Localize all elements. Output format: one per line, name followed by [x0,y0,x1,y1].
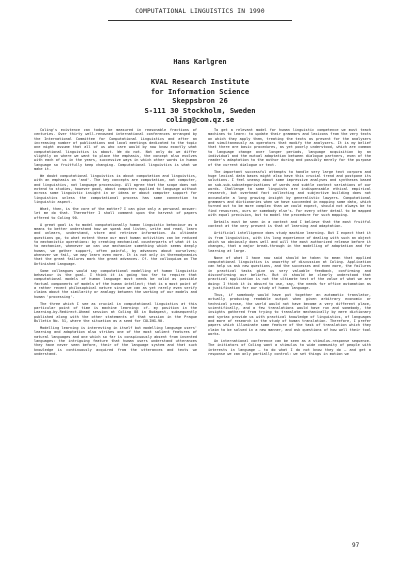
paragraph: Some colleagues would say computational modelling of human linguistic behaviour is the goal. I think it is going too far to require that computational models of human language must needs be valid as possible factual components of models of the human intellect; that is a most point of a rather recent philosophical nature since we can as yet rarely even verify claims about the similarity or analogy between the working of our models and human 'processing'. [34,268,197,299]
running-head: COMPUTATIONAL LINGUISTICS IN 1990 [135,8,265,15]
paragraph: Details must be seen in a context and I believe that the most fruitful context at the very present is that of learning and adaptation. [208,220,371,229]
paragraph: A great goal is to model computationally human linguistic behaviour as a means to better understand how we speak and listen, write and read, learn and unlearn, understand, store and retrieve information. As ultimate questions go, to what extent these our most human activities can be reduced to mechanistic operations: by creating mechanical counterparts of what it is to mechanize, whenever we can use mechanize something which seems deeply human, we gather support, often painful, by advances about ourselves; whenever we fail, we may learn even more. It is not only in thermodynamics that the great failures mark the great advances. Cf. the colloquium on The Unfinished Language. [34,222,197,266]
author-email: coling@com.qz.se [165,115,235,125]
paragraph: None of what I have now said should be taken to mean that applied computational linguistics is unworthy of discussion at Coling. Application can help us ask new questions, and the successes and even more, the failures in practical tasks give us very valuable feedback, confirming and disconfirming our beliefs. But it should be clearly understood that practical application is not the ultimate test of the value of what we are doing: I think it is absurd to use, say, the needs for office automation as a justification for our study of human language. [208,255,371,291]
paragraph: The three which I see as crucial in computational linguistics at this particular point of time is machine learning: cf. my position in the Learning-by-Redirect-Ahead session at Coling 88 in Budapest, subsequently published along with the other statements of that session in the Prague Bulletin No. 51, where the situation as a seed for COLING-90. [34,301,197,324]
paragraph: To get a relevant model for human linguistic competence we must teach machines to learn: to update their grammars and lexicons from the very texts on which they apply them, treating the texts as present for the analysers and simultaneously as operators that modify the analysers. It is my belief that there are basic procedures, as yet poorly understood, which are common to language change over longer periods, language acquisition by an individual and the mutual adaptation between dialogue partners, even of the reader's adaptation to the author during and possibly merely for the purpose of the current dialogue or text. [208,128,371,167]
paragraph: Coling's existence can today be measured in reasonable fractions of centuries. Over thirty well-renowned international conferences arranged by the International Committee for Computational Linguistics and after an increasing number of publications and local meetings dedicated to the topic one might assume that all of us who care would by now know exactly what computational linguistics is about. We do not. Not only do we differ slightly on where we want to place the emphasis, the concept also evolves with each of us in the years, successive ways in which other words in human language so fruitfully keep changing. Computational linguistics is what we make it. [34,128,197,172]
right-column [208,128,371,359]
header-rule [108,20,292,21]
left-column [34,128,197,359]
author-name: Hans Karlgren [173,58,227,66]
affiliation-line-4: S-111 30 Stockholm, Sweden [144,105,256,115]
page-number: 97 [352,542,360,549]
paragraph: Thus, if somebody would have put together an automatic translator, actually producing readable output when given arbitrary economic or technical prose, the world would not have become a very different place, scientifically, and a few translations would have run and somebody, the insights gathered from trying to translate mechanically by mere dictionary and syntax provide us with practical knowledge of linguistics, of languages and more of research in the study of human translation. Therefore, I prefer papers which illuminate some feature of the task of translation which they claim to be solved in a new manner, and ask questions of how well their tool works. [208,293,371,337]
paragraph: We doubt computational linguistics is about computation and linguistics, with an emphasis on 'and'. The key concepts are computation, not computer, and linguistics, not language processing. All agree that the scope does not extend to studies, however good, about computers applied to language without across some linguistic insight in or ideas or about computer support for linguistics unless the computational process has some connection to linguistic aspect. [34,174,197,205]
paragraph: An international conference can be seen as a stimulus-response sequence. The initiators of Coling want a stimulus to wide community of people with interests in language — to do what I do not know they do — and get a response we can only partially control: we set things in motion we [208,339,371,357]
affiliation-line-1: KVAL Research Institute [150,77,250,86]
affiliation-line-3: Skeppsbron 26 [172,96,228,106]
paragraph: Modelling learning is interesting in itself but modelling language users' learning and adaptation also strikes one of the most salient features of natural languages and one which so far is conspicuously absent from invented languages: the intriguing feature that human users understand utterances they have never seen before, their of the language system and that such knowledge is continuously acquired from the utterances and texts we understand. [34,326,197,357]
paragraph: Artificial intelligence does study machine learning. But I expect that it is from linguistics, with its long experience of dealing with such an object which so obviously does well and will the most authorized release before it changes, that a major break-through in the modelling of adaptation and for learning at large. [208,231,371,253]
paragraph: What, then, is the core of the matter? I can give only a personal answer: let me do that. Thereafter I shall comment upon the harvest of papers offered to Coling 90. [34,207,197,220]
paragraph: The important successful attempts to handle very large text corpora and huge lexical data bases might also have this crucial trend and postpone its solutions. I feel uneasy about some impressive analyses and syntheses based on sub-sub-subcategorisations of words and subtle context variations of our words. Challenge to some linguists are indispensable ethical empirical research, but overhead fact collecting and subjective building does not accumulate a long growing insight by generalistic lawyers. Computational grammars and dictionaries when we have succeeded in mapping some data, which turned out to be more complex than we could expect, should not always be to find resources, ours or somebody else's. For every other detail to be mapped with equal precision, but to model the procedure for such mapping. [208,169,371,218]
affiliation-line-2: for Information Science [150,86,250,96]
affiliation-block [0,77,400,125]
